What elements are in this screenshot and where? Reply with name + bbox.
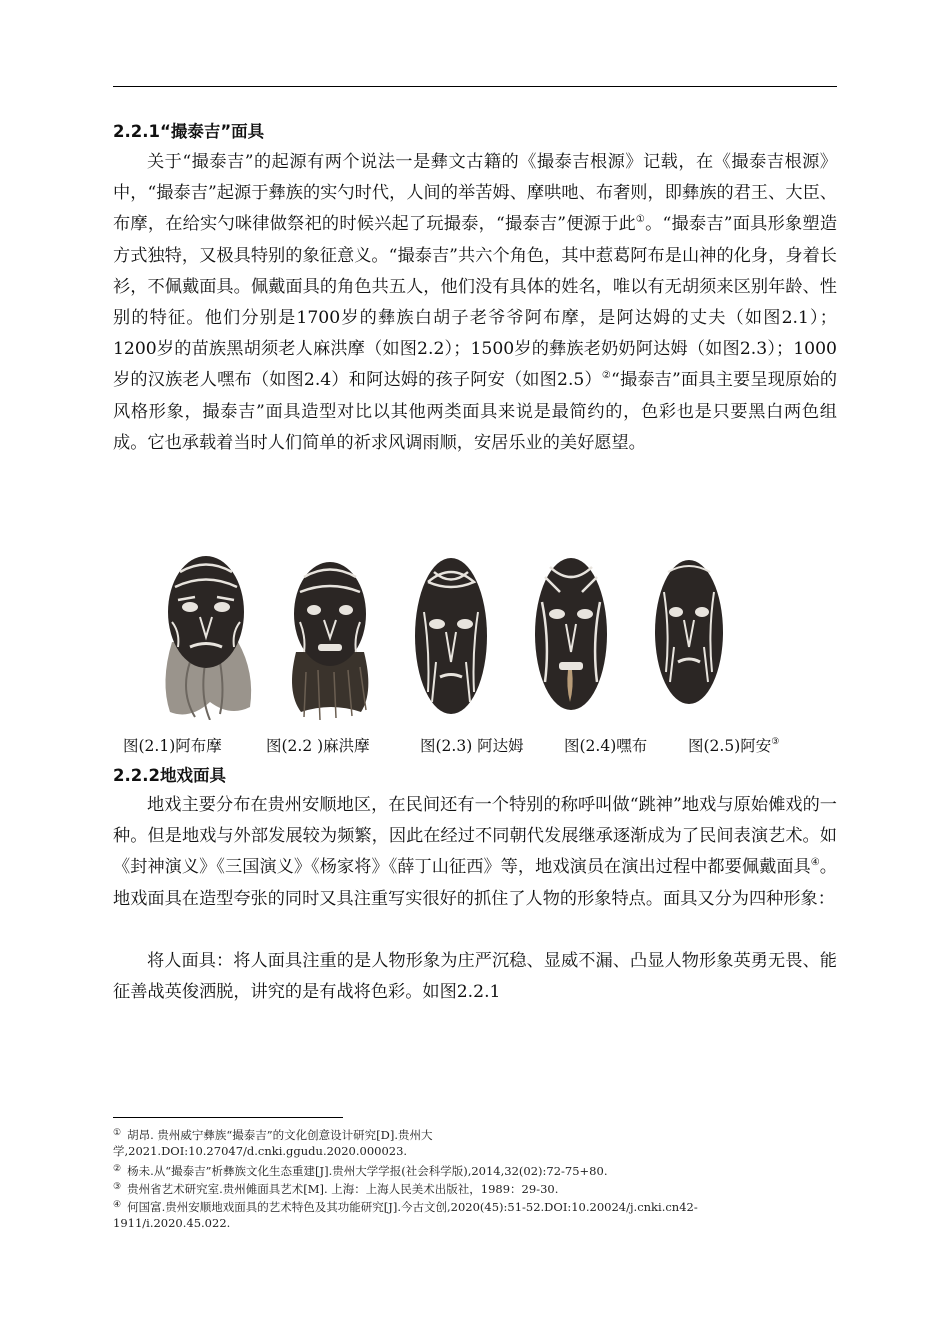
footnote-1-cont: 学,2021.DOI:10.27047/d.cnki.ggudu.2020.000023. xyxy=(113,1144,408,1158)
figure-caption-2-1: 图(2.1)阿布摩 xyxy=(123,737,222,755)
section-heading-2-2-1: 2.2.1“撮泰吉”面具 xyxy=(113,122,265,141)
footnote-1 xyxy=(113,1125,843,1143)
figure-caption-2-4: 图(2.4)嘿布 xyxy=(564,737,648,755)
figure-caption-2-2: 图(2.2 )麻洪摩 xyxy=(266,737,370,755)
mask-image-abumo xyxy=(150,552,262,720)
footnote-text: 杨未.从“撮泰吉”析彝族文化生态重建[J].贵州大学学报(社会科学版),2014,32(02):72-75+80. xyxy=(127,1164,608,1178)
mask-figure-row xyxy=(150,552,750,720)
footnote-ref-4[interactable]: ④ xyxy=(810,857,820,869)
footnote-mark: ① xyxy=(113,1128,122,1138)
footnote-mark: ④ xyxy=(113,1200,122,1210)
footnote-3 xyxy=(113,1179,843,1197)
section-2-2-2-paragraph-2: 将人面具：将人面具注重的是人物形象为庄严沉稳、显威不漏、凸显人物形象英勇无畏、能征善战英俊洒脱，讲究的是有战将色彩。如图2.2.1 xyxy=(113,951,837,1003)
paragraph-text: 地戏主要分布在贵州安顺地区，在民间还有一个特别的称呼叫做“跳神”地戏与原始傩戏的一种。但是地戏与外部发展较为频繁，因此在经过不同朝代发展继承逐渐成为了民间表演艺术。如《封神演义》《三国演义》《杨家将》《薛丁山征西》等，地戏演员在演出过程中都要佩戴面具 xyxy=(113,795,837,878)
figure-caption-2-5-text: 图(2.5)阿安 xyxy=(688,737,772,755)
footnote-2 xyxy=(113,1161,843,1179)
paragraph-text-c: “撮泰吉”面具主要呈现原始的风格形象，撮泰吉”面具造型对比以其他两类面具来说是最简约的，色彩也是只要黑白两色组成。它也承载着当时人们简单的祈求风调雨顺，安居乐业的美好愿望。 xyxy=(113,370,838,453)
footnote-ref-2[interactable]: ② xyxy=(601,370,612,382)
section-2-2-1-paragraph xyxy=(113,147,837,459)
footnote-rule xyxy=(113,1117,343,1118)
footnote-text: 何国富.贵州安顺地戏面具的艺术特色及其功能研究[J].今古文创,2020(45):51-52.DOI:10.20024/j.cnki.cn42- xyxy=(127,1200,698,1214)
paragraph-text: 关于“撮泰吉”的起源有两个说法一是彝文古籍的《撮泰吉根源》记载，在《撮泰吉根源》中，“撮泰吉”起源于彝族的实勺时代，人间的举苦姆、摩哄吔、布奢则，即彝族的君王、大臣、布摩，在给实勺咪律做祭祀的时候兴起了玩撮泰，“撮泰吉”便源于此 xyxy=(113,152,837,235)
footnote-ref-3[interactable]: ③ xyxy=(771,737,780,747)
figure-caption-row xyxy=(0,734,950,756)
paragraph-text-b: 。“撮泰吉”面具形象塑造方式独特，又极具特别的象征意义。“撮泰吉”共六个角色，其中惹葛阿布是山神的化身，身着长衫，不佩戴面具。佩戴面具的角色共五人，他们没有具体的姓名，唯以有无胡须来区别年龄、性别的特征。他们分别是1700岁的彝族白胡子老爷爷阿布摩，是阿达姆的丈夫（如图2.1）；1200岁的苗族黑胡须老人麻洪摩（如图2.2）；1500岁的彝族老奶奶阿达姆（如图2.3）；1000岁的汉族老人嘿布（如图2.4）和阿达姆的孩子阿安（如图2.5） xyxy=(113,214,838,391)
footnote-text: 贵州省艺术研究室.贵州傩面具艺术[M]. 上海：上海人民美术出版社，1989：29-30. xyxy=(127,1182,559,1196)
figure-caption-2-5 xyxy=(688,734,779,756)
paragraph-text-b: 。地戏面具在造型夸张的同时又具注重写实很好的抓住了人物的形象特点。面具又分为四种形象： xyxy=(113,857,837,909)
mask-image-adamu xyxy=(410,552,492,720)
mask-image-mahongmo xyxy=(276,552,384,720)
footnote-mark: ③ xyxy=(113,1182,122,1192)
mask-image-heibu xyxy=(530,552,612,720)
header-rule xyxy=(113,86,837,87)
footnote-mark: ② xyxy=(113,1164,122,1174)
footnote-4 xyxy=(113,1197,843,1215)
figure-caption-2-3: 图(2.3) 阿达姆 xyxy=(420,737,524,755)
footnote-4-cont: 1911/i.2020.45.022. xyxy=(113,1216,231,1230)
section-heading-2-2-2: 2.2.2地戏面具 xyxy=(113,766,226,785)
mask-image-aan xyxy=(650,552,728,712)
footnote-text: 胡昂. 贵州威宁彝族“撮泰吉”的文化创意设计研究[D].贵州大 xyxy=(127,1128,433,1142)
section-2-2-2-paragraph-1 xyxy=(113,790,837,915)
footnote-ref-1[interactable]: ① xyxy=(635,214,646,226)
